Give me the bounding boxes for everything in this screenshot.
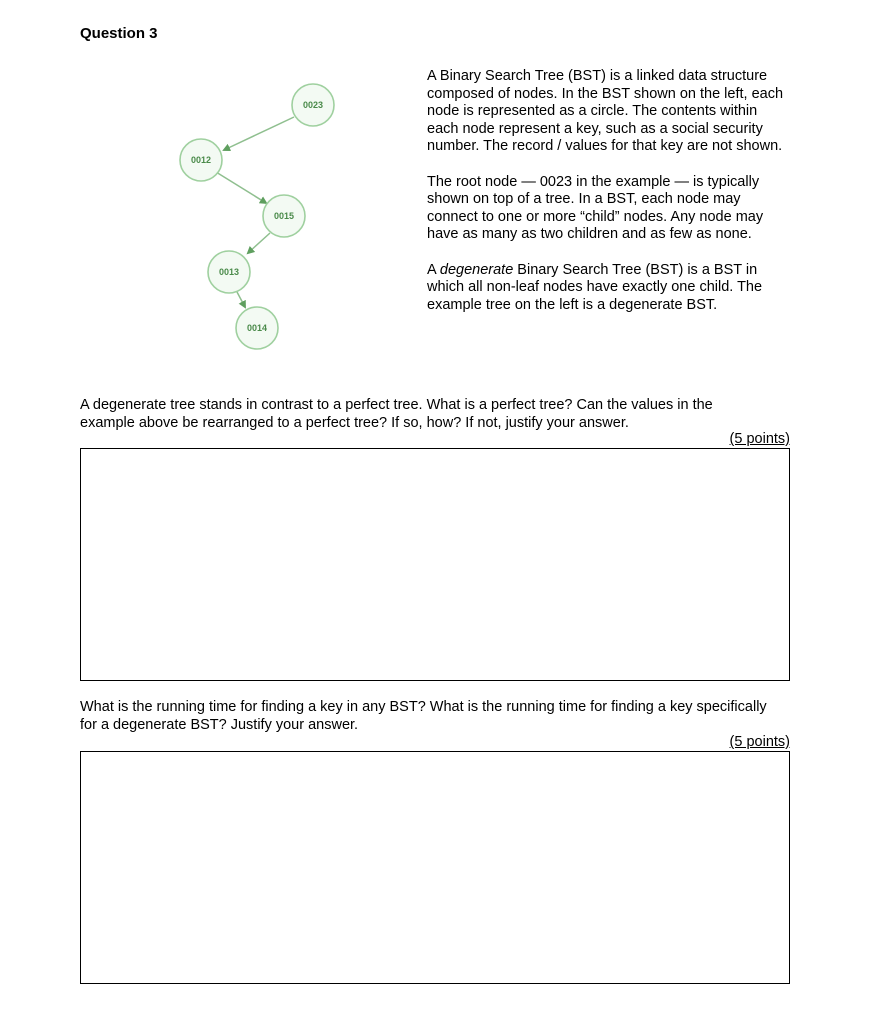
intro-p3-rest: Binary Search Tree (BST) is a BST in which all non-leaf nodes have exactly one child. The example tree on the left is a degenerate BST. — [427, 261, 763, 313]
question-2-answer-box[interactable] — [80, 751, 790, 984]
edge-0023-0012 — [224, 117, 294, 150]
degenerate-bst-diagram — [170, 70, 350, 360]
tree-node — [180, 139, 222, 181]
node-label: 0023 — [302, 100, 324, 110]
degenerate-term: degenerate — [439, 261, 514, 278]
intro-paragraph-2: The root node — 0023 in the example — is typically shown on top of a tree. In a BST, each node may connect to one or more “child” nodes. Any node may have as many as two children and as few as none. — [427, 173, 764, 243]
intro-paragraph-1: A Binary Search Tree (BST) is a linked data structure composed of nodes. In the BST shown on the left, each node is represented as a circle. The contents within each node represent a key, such as a social security number. The record / values for that key are not shown. — [427, 68, 784, 155]
tree-node — [263, 195, 305, 237]
node-label: 0015 — [273, 211, 295, 221]
question-1-text: A degenerate tree stands in contrast to a perfect tree. What is a perfect tree? Can the values in the example above be rearranged to a perfect tree? If so, how? If not, justify your answer. — [80, 397, 713, 431]
question-1-points: (5 points) — [729, 431, 790, 447]
edge-0013-0014 — [237, 292, 245, 307]
tree-node — [292, 84, 334, 126]
node-label: 0012 — [190, 155, 212, 165]
question-title: Question 3 — [80, 25, 158, 42]
intro-p3-lead: A — [427, 261, 440, 278]
node-label: 0014 — [246, 323, 268, 333]
node-label: 0013 — [218, 267, 240, 277]
intro-paragraph-3 — [427, 262, 792, 315]
tree-node — [236, 307, 278, 349]
tree-node — [208, 251, 250, 293]
bst-explanation — [427, 68, 792, 332]
question-1-answer-box[interactable] — [80, 448, 790, 681]
edge-0015-0013 — [248, 233, 270, 253]
question-2-points: (5 points) — [729, 734, 790, 750]
edge-0012-0015 — [216, 172, 266, 203]
question-2-text: What is the running time for finding a key in any BST? What is the running time for finding a key specifically for a degenerate BST? Justify your answer. — [80, 699, 767, 733]
